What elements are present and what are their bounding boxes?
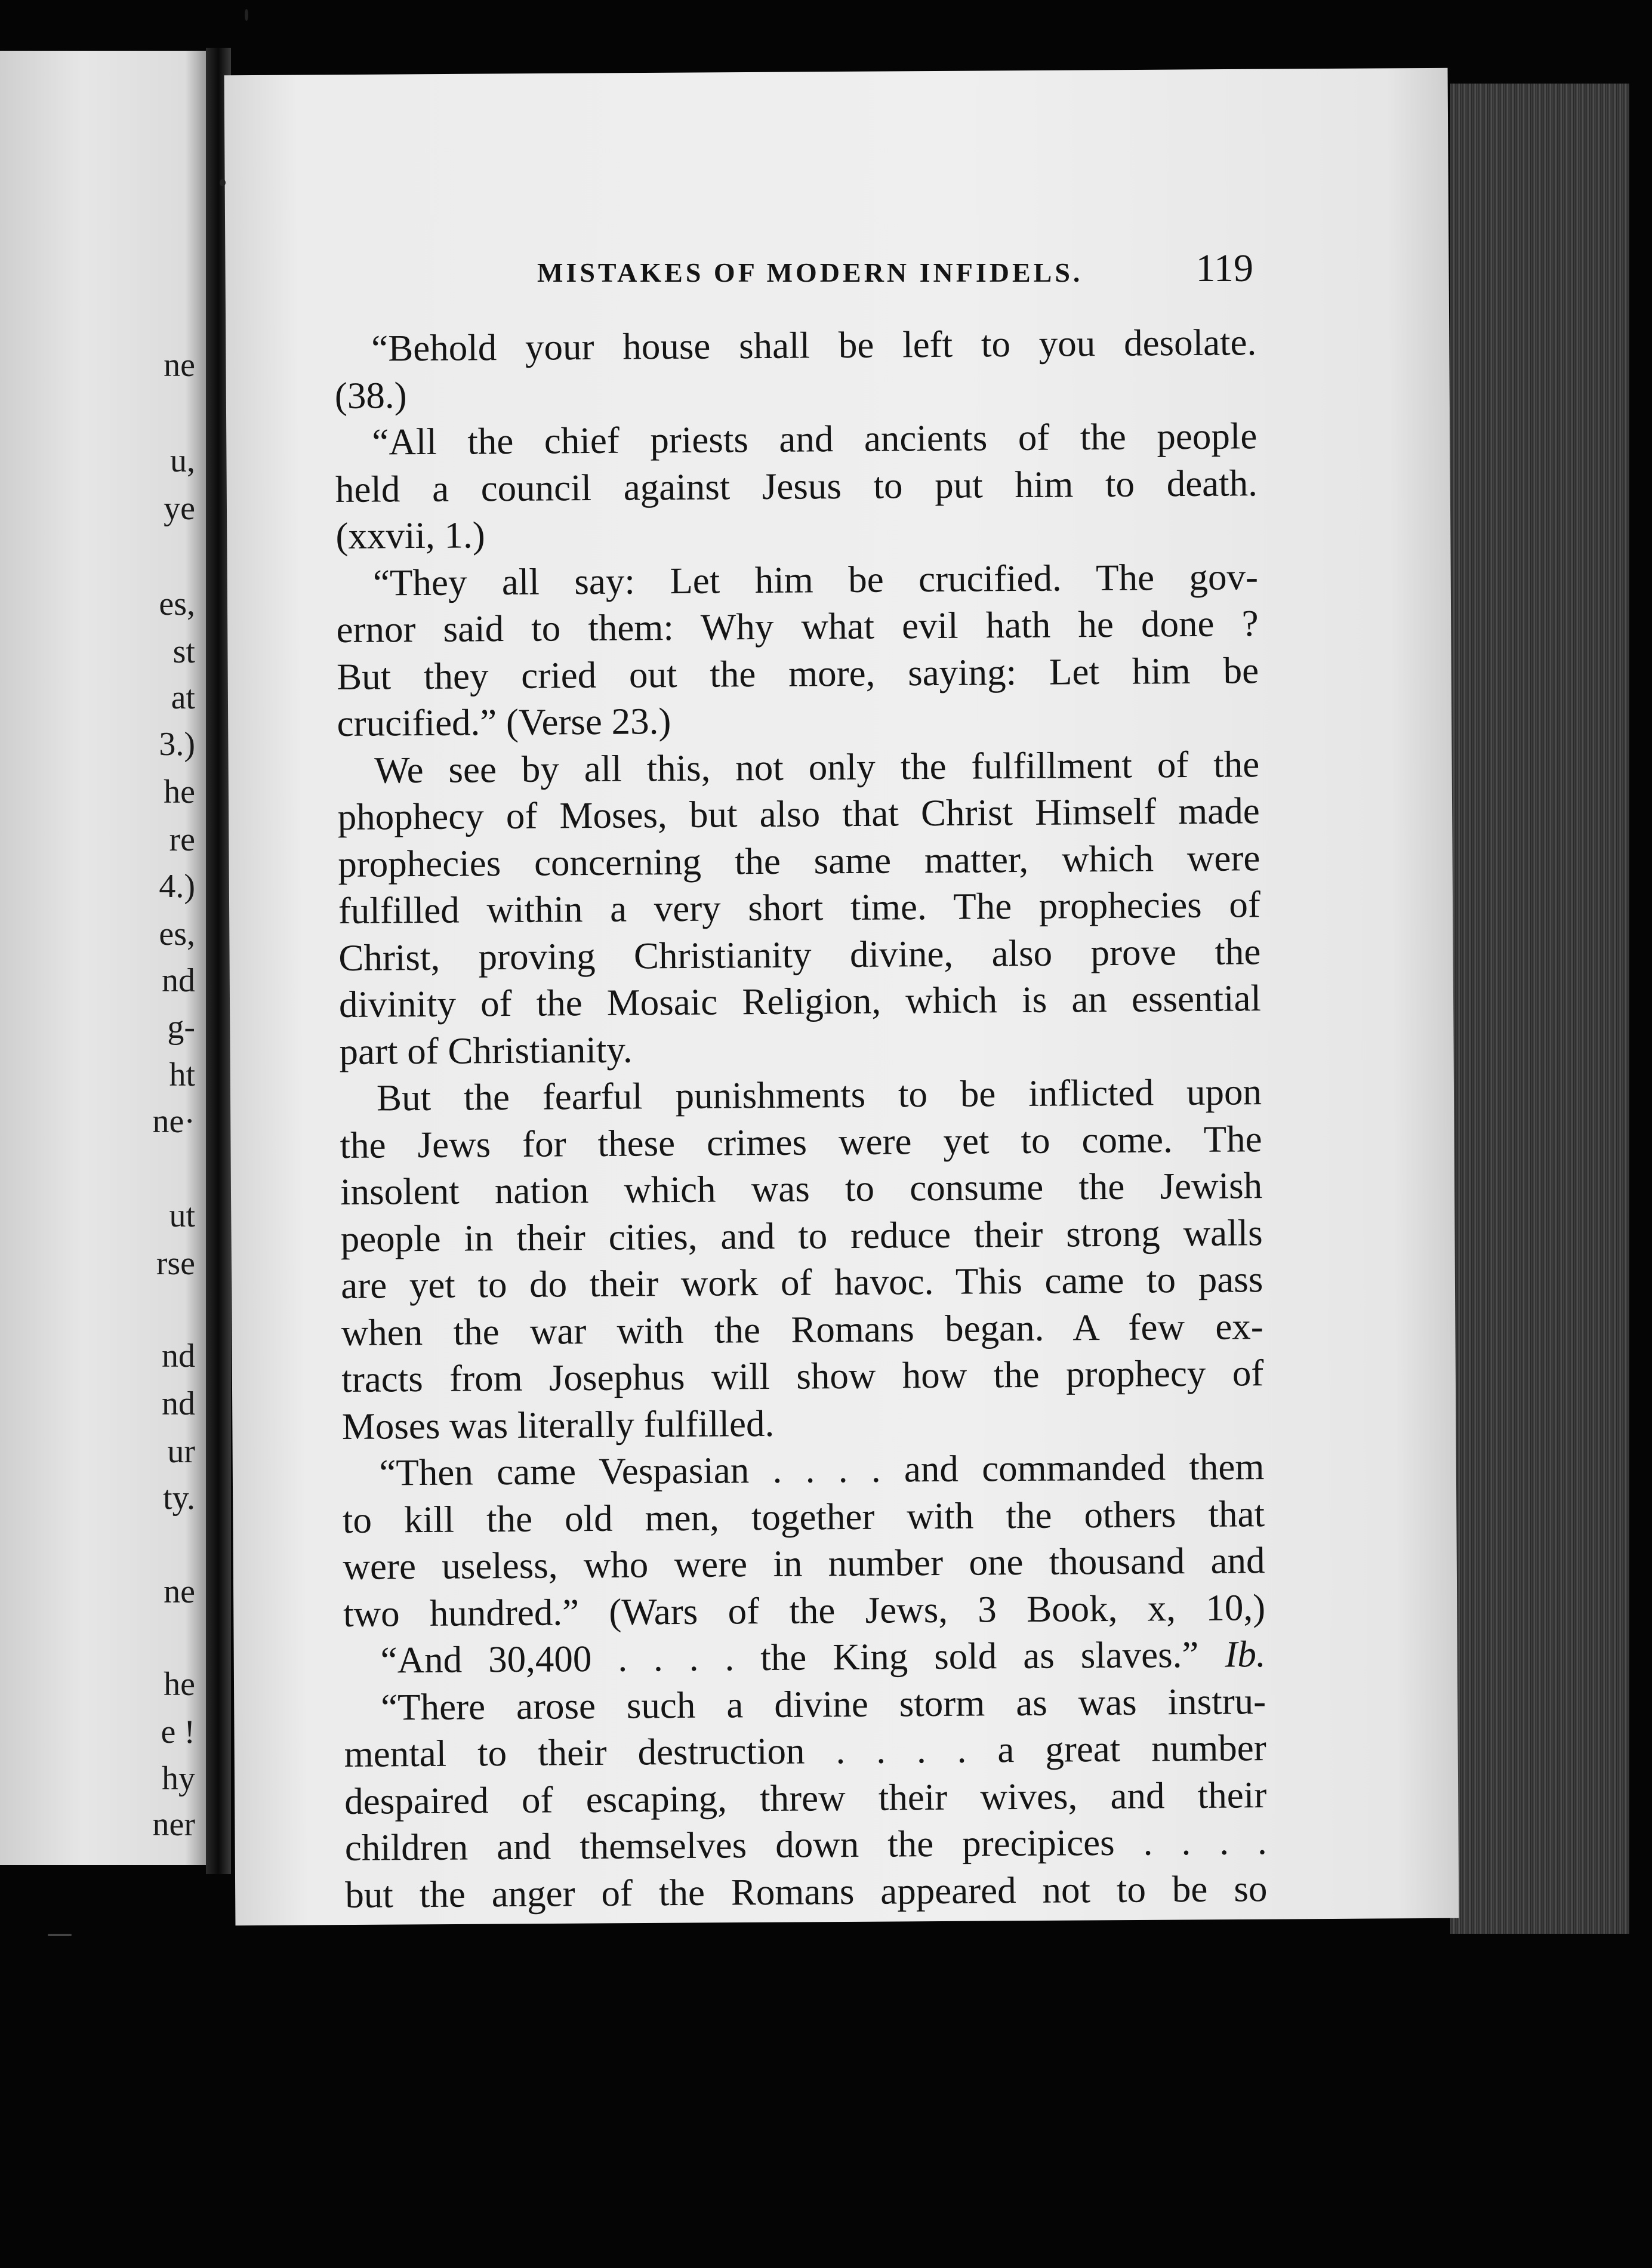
left-page-fragment: nd: [162, 1385, 195, 1422]
left-page-fragment: nd: [162, 1338, 195, 1375]
text-line: tracts from Josephus will show how the prophecy of: [341, 1352, 1264, 1400]
text-line: phophecy of Moses, but also that Christ Himself made: [337, 790, 1260, 838]
left-facing-page: [0, 51, 206, 1865]
text-line: children and themselves down the precipices . . . .: [344, 1820, 1268, 1869]
scan-speck: [220, 179, 226, 186]
text-line: held a council against Jesus to put him to death.: [335, 461, 1258, 510]
text-line: “Behold your house shall be left to you desolate.: [371, 321, 1257, 369]
text-line: “They all say: Let him be crucified. The gov-: [372, 555, 1259, 604]
left-page-fragment: es,: [159, 916, 195, 953]
left-page-fragment: es,: [159, 586, 195, 623]
left-page-fragment: nd: [162, 962, 195, 999]
text-line: crucified.” (Verse 23.): [337, 700, 671, 744]
text-line: ernor said to them: Why what evil hath he done ?: [336, 602, 1259, 651]
left-page-fragment: ut: [169, 1197, 195, 1234]
text-line: the Jews for these crimes were yet to come. The: [340, 1117, 1262, 1166]
scan-speck: [48, 1934, 72, 1936]
text-line: We see by all this, not only the fulfillment of the: [374, 742, 1260, 791]
left-page-fragment: 4.): [159, 868, 195, 905]
left-page-fragment: ye: [164, 490, 195, 527]
text-line-with-ref: [343, 1631, 1266, 1684]
text-line: despaired of escaping, threw their wives, and their: [344, 1773, 1267, 1822]
left-page-fragment: he: [164, 1666, 195, 1703]
scan-speck: [245, 9, 248, 21]
text-line: fulfilled within a very short time. The prophecies of: [338, 883, 1261, 932]
left-page-fragment: ne: [164, 347, 195, 384]
text-line: to kill the old men, together with the others that: [342, 1492, 1265, 1541]
left-page-fragment: st: [172, 633, 195, 670]
running-title: MISTAKES OF MODERN INFIDELS.: [537, 257, 1083, 288]
text-line: are yet to do their work of havoc. This came to pass: [340, 1258, 1263, 1306]
text-line: “And 30,400 . . . . the King sold as slaves.”: [380, 1633, 1199, 1681]
left-page-fragment: u,: [170, 442, 195, 479]
left-page-fragment: ty.: [163, 1480, 195, 1517]
text-line: But they cried out the more, saying: Let him be: [336, 649, 1259, 698]
text-line: were useless, who were in number one thousand and: [343, 1539, 1265, 1588]
page-number: 119: [1195, 246, 1253, 290]
left-page-fragment: ne·: [152, 1103, 195, 1140]
text-line: “All the chief priests and ancients of the people: [372, 415, 1258, 463]
text-line: part of Christianity.: [339, 1028, 633, 1073]
text-line: but the anger of the Romans appeared not to be so: [345, 1867, 1268, 1916]
left-page-fragment: 3.): [159, 726, 195, 763]
text-line: divinity of the Mosaic Religion, which is an essential: [338, 977, 1262, 1025]
text-line: (38.): [334, 374, 407, 417]
left-page-fragment: ur: [167, 1433, 195, 1470]
text-line: (xxvii, 1.): [335, 514, 485, 557]
text-line: two hundred.” (Wars of the Jews, 3 Book, x, 10,): [343, 1586, 1266, 1635]
text-line: mental to their destruction . . . . a great number: [344, 1727, 1266, 1775]
left-page-fragment: rse: [156, 1245, 195, 1282]
ib-reference: Ib.: [1225, 1633, 1266, 1675]
page-edge-stack: [1450, 84, 1629, 1934]
text-line: prophecies concerning the same matter, which were: [338, 836, 1260, 885]
left-page-fragment: e !: [161, 1714, 195, 1751]
left-page-fragment: g-: [167, 1009, 195, 1046]
body-text: [334, 319, 1268, 1918]
text-line: Christ, proving Christianity divine, also prove the: [338, 930, 1261, 979]
left-page-fragment: hy: [162, 1760, 195, 1797]
text-line: Moses was literally fulfilled.: [341, 1402, 775, 1447]
text-line: when the war with the Romans began. A few ex-: [341, 1305, 1263, 1354]
left-page-fragment: ne: [164, 1573, 195, 1610]
left-page-fragment: ner: [152, 1806, 195, 1843]
left-page-fragment: ht: [169, 1056, 195, 1093]
text-line: people in their cities, and to reduce their strong walls: [340, 1211, 1263, 1260]
text-line: But the fearful punishments to be inflicted upon: [376, 1071, 1262, 1119]
left-page-fragment: he: [164, 774, 195, 811]
left-page-fragment: re: [169, 821, 195, 858]
text-line: insolent nation which was to consume the Jewish: [340, 1164, 1263, 1213]
left-page-fragment: at: [171, 679, 195, 716]
text-line: “Then came Vespasian . . . . and commanded them: [379, 1446, 1265, 1494]
text-line: “There arose such a divine storm as was instru-: [380, 1680, 1266, 1728]
